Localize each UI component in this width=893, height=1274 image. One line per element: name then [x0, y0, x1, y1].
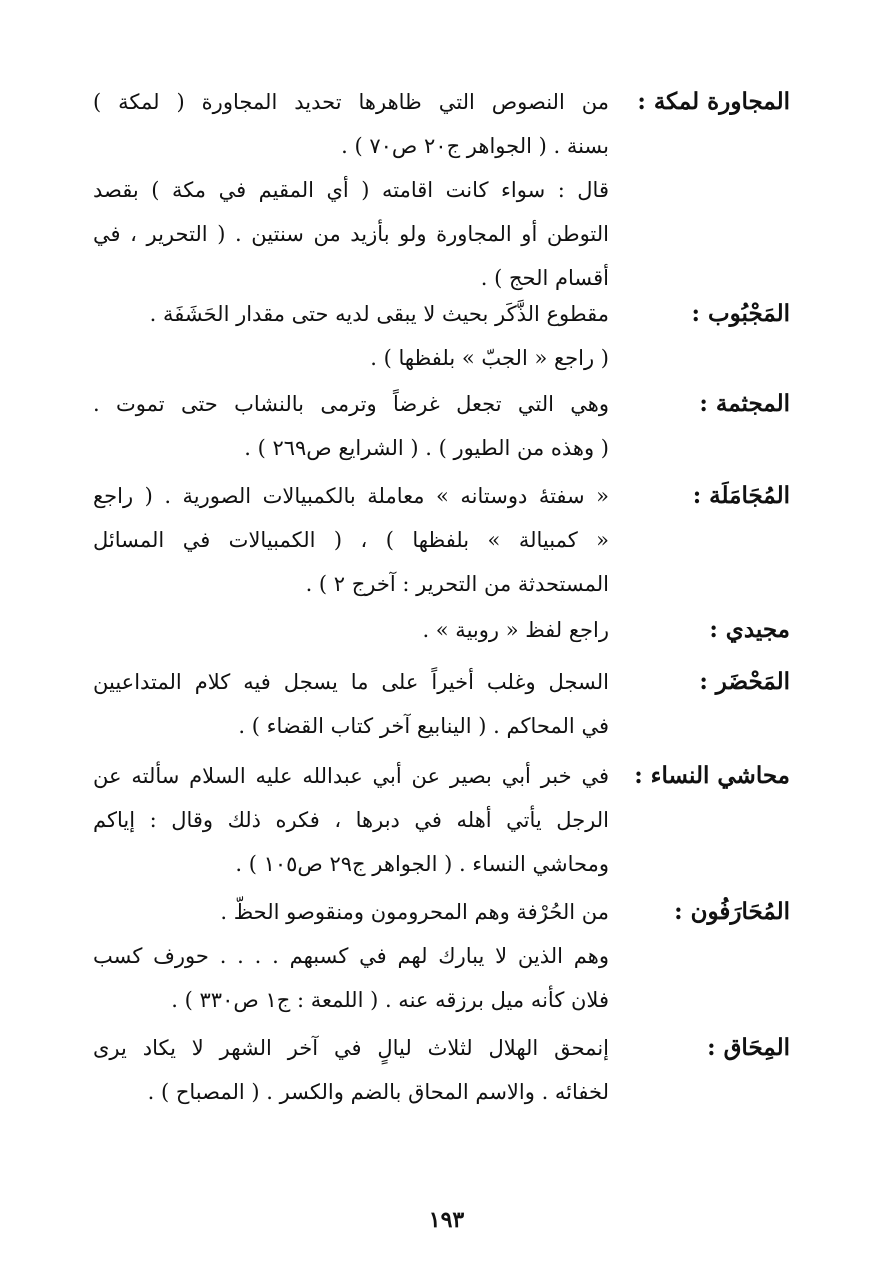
page-number: ١٩٣ [428, 1207, 465, 1233]
definition-line: مقطوع الذَّكَر بحيث لا يبقى لديه حتى مقدار الحَشَفَة . [149, 302, 609, 326]
entry-term: مجيدي : [709, 616, 790, 643]
definition-line: في المحاكم . ( الينابيع آخر كتاب القضاء ) . [238, 714, 609, 738]
entry-term: محاشي النساء : [634, 762, 790, 789]
definition-line: ( وهذه من الطيور ) . ( الشرايع ص٢٦٩ ) . [244, 436, 609, 460]
definition-line: إنمحق الهلال لثلاث ليالٍ في آخر الشهر لا يكاد يرى [93, 1036, 609, 1060]
definition-line: الرجل يأتي أهله في دبرها ، فكره ذلك وقال : إياكم [93, 808, 609, 832]
entry-term: المَجْبُوب : [691, 300, 790, 327]
entry-term: المُجَامَلَة : [692, 482, 790, 509]
definition-line: وهي التي تجعل غرضاً وترمى بالنشاب حتى تموت . [93, 392, 609, 416]
entry-term: المُحَارَفُون : [674, 898, 790, 925]
definition-line: فلان كأنه ميل برزقه عنه . ( اللمعة : ج١ ص٣٣٠ ) . [171, 988, 609, 1012]
definition-line: قال : سواء كانت اقامته ( أي المقيم في مكة ) بقصد [93, 178, 609, 202]
definition-line: ( راجع « الجبّ » بلفظها ) . [370, 346, 609, 370]
definition-line: في خبر أبي بصير عن أبي عبدالله عليه السلام سألته عن [93, 764, 609, 788]
definition-line: راجع لفظ « روبية » . [422, 618, 609, 642]
definition-line: السجل وغلب أخيراً على ما يسجل فيه كلام المتداعيين [93, 670, 609, 694]
definition-line: من النصوص التي ظاهرها تحديد المجاورة ( لمكة ) [93, 90, 609, 114]
entry-term: المِحَاق : [707, 1034, 790, 1061]
definition-line: ومحاشي النساء . ( الجواهر ج٢٩ ص١٠٥ ) . [235, 852, 609, 876]
entry-definition [93, 608, 609, 652]
definition-line: من الحُرْفة وهم المحرومون ومنقوصو الحظّ . [220, 900, 609, 924]
definition-line: بسنة . ( الجواهر ج٢٠ ص٧٠ ) . [341, 134, 609, 158]
definition-line: المستحدثة من التحرير : آخرج ٢ ) . [305, 572, 609, 596]
entry-definition [93, 754, 609, 886]
entry-term: المَحْضَر : [699, 668, 790, 695]
entry-definition [93, 382, 609, 470]
definition-line: « كمبيالة » بلفظها ) ، ( الكمبيالات في المسائل [93, 528, 609, 552]
entry-definition [93, 80, 609, 300]
definition-line: وهم الذين لا يبارك لهم في كسبهم . . . . حورف كسب [93, 944, 609, 968]
definition-line: « سفتهٔ دوستانه » معاملة بالكمبيالات الصورية . ( راجع [93, 484, 609, 508]
definition-line: التوطن أو المجاورة ولو بأزيد من سنتين . ( التحرير ، في [93, 222, 609, 246]
entry-definition [93, 890, 609, 1022]
entry-definition [93, 660, 609, 748]
definition-line: لخفائه . والاسم المحاق بالضم والكسر . ( المصباح ) . [147, 1080, 609, 1104]
entry-term: المجثمة : [699, 390, 790, 417]
definition-line: أقسام الحج ) . [480, 266, 609, 290]
entry-term: المجاورة لمكة : [637, 88, 790, 115]
entry-definition [93, 292, 609, 380]
entry-definition [93, 474, 609, 606]
entry-definition [93, 1026, 609, 1114]
